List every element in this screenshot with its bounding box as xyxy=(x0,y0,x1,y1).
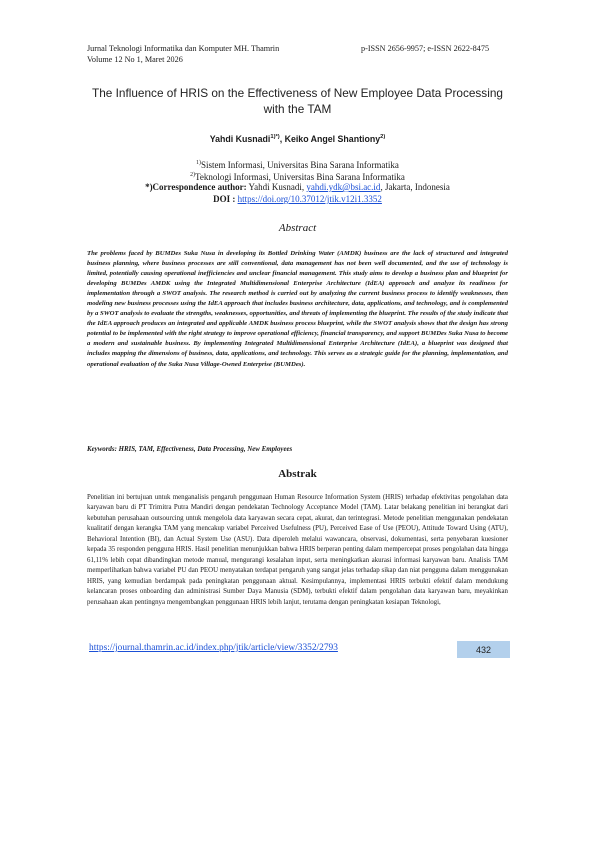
correspondence-email-link[interactable]: yahdi.ydk@bsi.ac.id xyxy=(306,182,381,192)
article-url-link[interactable]: https://journal.thamrin.ac.id/index.php/jtik/article/view/3352/2793 xyxy=(89,643,338,653)
author-line xyxy=(60,134,535,144)
correspondence-line xyxy=(60,181,535,193)
abstrak-heading: Abstrak xyxy=(278,468,317,480)
paper-title: The Influence of HRIS on the Effectiveness of New Employee Data Processing with the TAM xyxy=(92,86,503,116)
keywords-line: Keywords: HRIS, TAM, Effectiveness, Data Processing, New Employees xyxy=(87,446,293,453)
page-number: 432 xyxy=(475,644,492,655)
abstract-heading: Abstract xyxy=(278,222,317,234)
doi-label: DOI : xyxy=(213,194,236,204)
author-2-mark: 2) xyxy=(380,134,386,141)
running-header-left xyxy=(87,43,279,65)
affiliation-1-text: Sistem Informasi, Universitas Bina Sarana Informatika xyxy=(200,160,399,170)
correspondence-label: *)Correspondence author: xyxy=(145,182,247,192)
affiliation-2-mark: 2) xyxy=(190,172,196,178)
journal-name: Jurnal Teknologi Informatika dan Komputer MH. Thamrin xyxy=(87,44,280,53)
author-1: Yahdi Kusnadi xyxy=(209,134,271,144)
doi-line xyxy=(60,193,535,205)
affiliation-2-text: Teknologi Informasi, Universitas Bina Sarana Informatika xyxy=(195,172,405,182)
author-2: Keiko Angel Shantiony xyxy=(284,134,381,144)
abstrak-paragraph: Penelitian ini bertujuan untuk menganalisis pengaruh penggunaan Human Resource Information System (HRIS) terhadap efektivitas pengolahan data karyawan baru di PT Trimitra Putra Mandiri dengan pendekatan Technology Acceptance Model (TAM). Latar belakang penelitian ini berangkat dari kebutuhan perusahaan outsourcing untuk mengelola data karyawan secara cepat, akurat, dan terintegrasi. Metode penelitian menggunakan pendekatan kualitatif dengan kerangka TAM yang mencakup variabel Perceived Usefulness (PU), Perceived Ease of Use (PEOU), Attitude Toward Using (ATU), Behavioral Intention (BI), dan Actual System Use (ASU). Data diperoleh melalui wawancara, observasi, dokumentasi, serta penyebaran kuesioner kepada 35 responden pengguna HRIS. Hasil penelitian menunjukkan bahwa HRIS berperan penting dalam mempercepat proses pengolahan data hingga 61,11% lebih cepat dibandingkan metode manual, mengurangi kesalahan input, serta meningkatkan akurasi informasi karyawan baru. Analisis TAM memperlihatkan bahwa variabel PU dan PEOU menyatakan terdapat pengaruh yang sangat jelas terhadap sikap dan niat pengguna dalam menggunakan HRIS, yang kemudian berdampak pada peningkatan penggunaan aktual. Kesimpulannya, implementasi HRIS terbukti efektif dalam mendukung kelancaran proses onboarding dan administrasi Sumber Daya Manusia (SDM), terbukti efektif dalam pengolahan data karyawan baru, meyakinkan perusahaan akan pentingnya mengembangkan penggunaan HRIS lebih lanjut, terutama dengan peningkatan kesiapan Teknologi, xyxy=(87,494,508,606)
abstract-paragraph: The problems faced by BUMDes Suka Nusa in developing its Bottled Drinking Water (AMDK) business are the lack of structured and integrated business planning, where business processes are still conventional, data management has not been well documented, and the use of technology is limited, potentially causing operational inefficiencies and unclear financial management. This study aims to develop a business plan and blueprint for developing BUMDes AMDK using the Integrated Multidimensional Enterprise Architecture (IdEA) approach and analyze its readiness for implementation through a SWOT analysis. The research method is carried out by analyzing the current business process to identify weaknesses, then modeling new business processes using the IdEA approach that includes business architecture, data, applications, and technology, and is complemented by a SWOT analysis to evaluate the strengths, weaknesses, opportunities, and threats of implementing the blueprint. The results of the study indicate that the IdEA approach produces an integrated and applicable AMDK business process blueprint, while the SWOT analysis shows that the design has strong potential to be implemented with the right strategy to improve operational efficiency, financial transparency, and support BUMDes Suka Nusa to become a modern and sustainable business. By implementing Integrated Multidimensional Enterprise Architecture (IdEA), a blueprint was designed that includes mapping the dimensions of business, data, applications, and technology. This serves as a strategic guide for the planning, implementation, and operational evaluation of the Suka Nusa Village-Owned Enterprise (BUMDes). xyxy=(87,250,508,368)
doi-link[interactable]: https://doi.org/10.37012/jtik.v12i1.3352 xyxy=(237,194,382,204)
page-number-badge xyxy=(457,641,510,658)
author-1-mark: 1)*) xyxy=(270,134,280,141)
affiliation-1-mark: 1) xyxy=(196,160,201,166)
journal-issn: p-ISSN 2656-9957; e-ISSN 2622-8475 xyxy=(361,44,490,53)
author-separator: , xyxy=(279,134,285,144)
correspondence-place: , Jakarta, Indonesia xyxy=(380,182,450,192)
journal-volume: Volume 12 No 1, Maret 2026 xyxy=(87,55,183,64)
correspondence-name: Yahdi Kusnadi, xyxy=(246,182,307,192)
